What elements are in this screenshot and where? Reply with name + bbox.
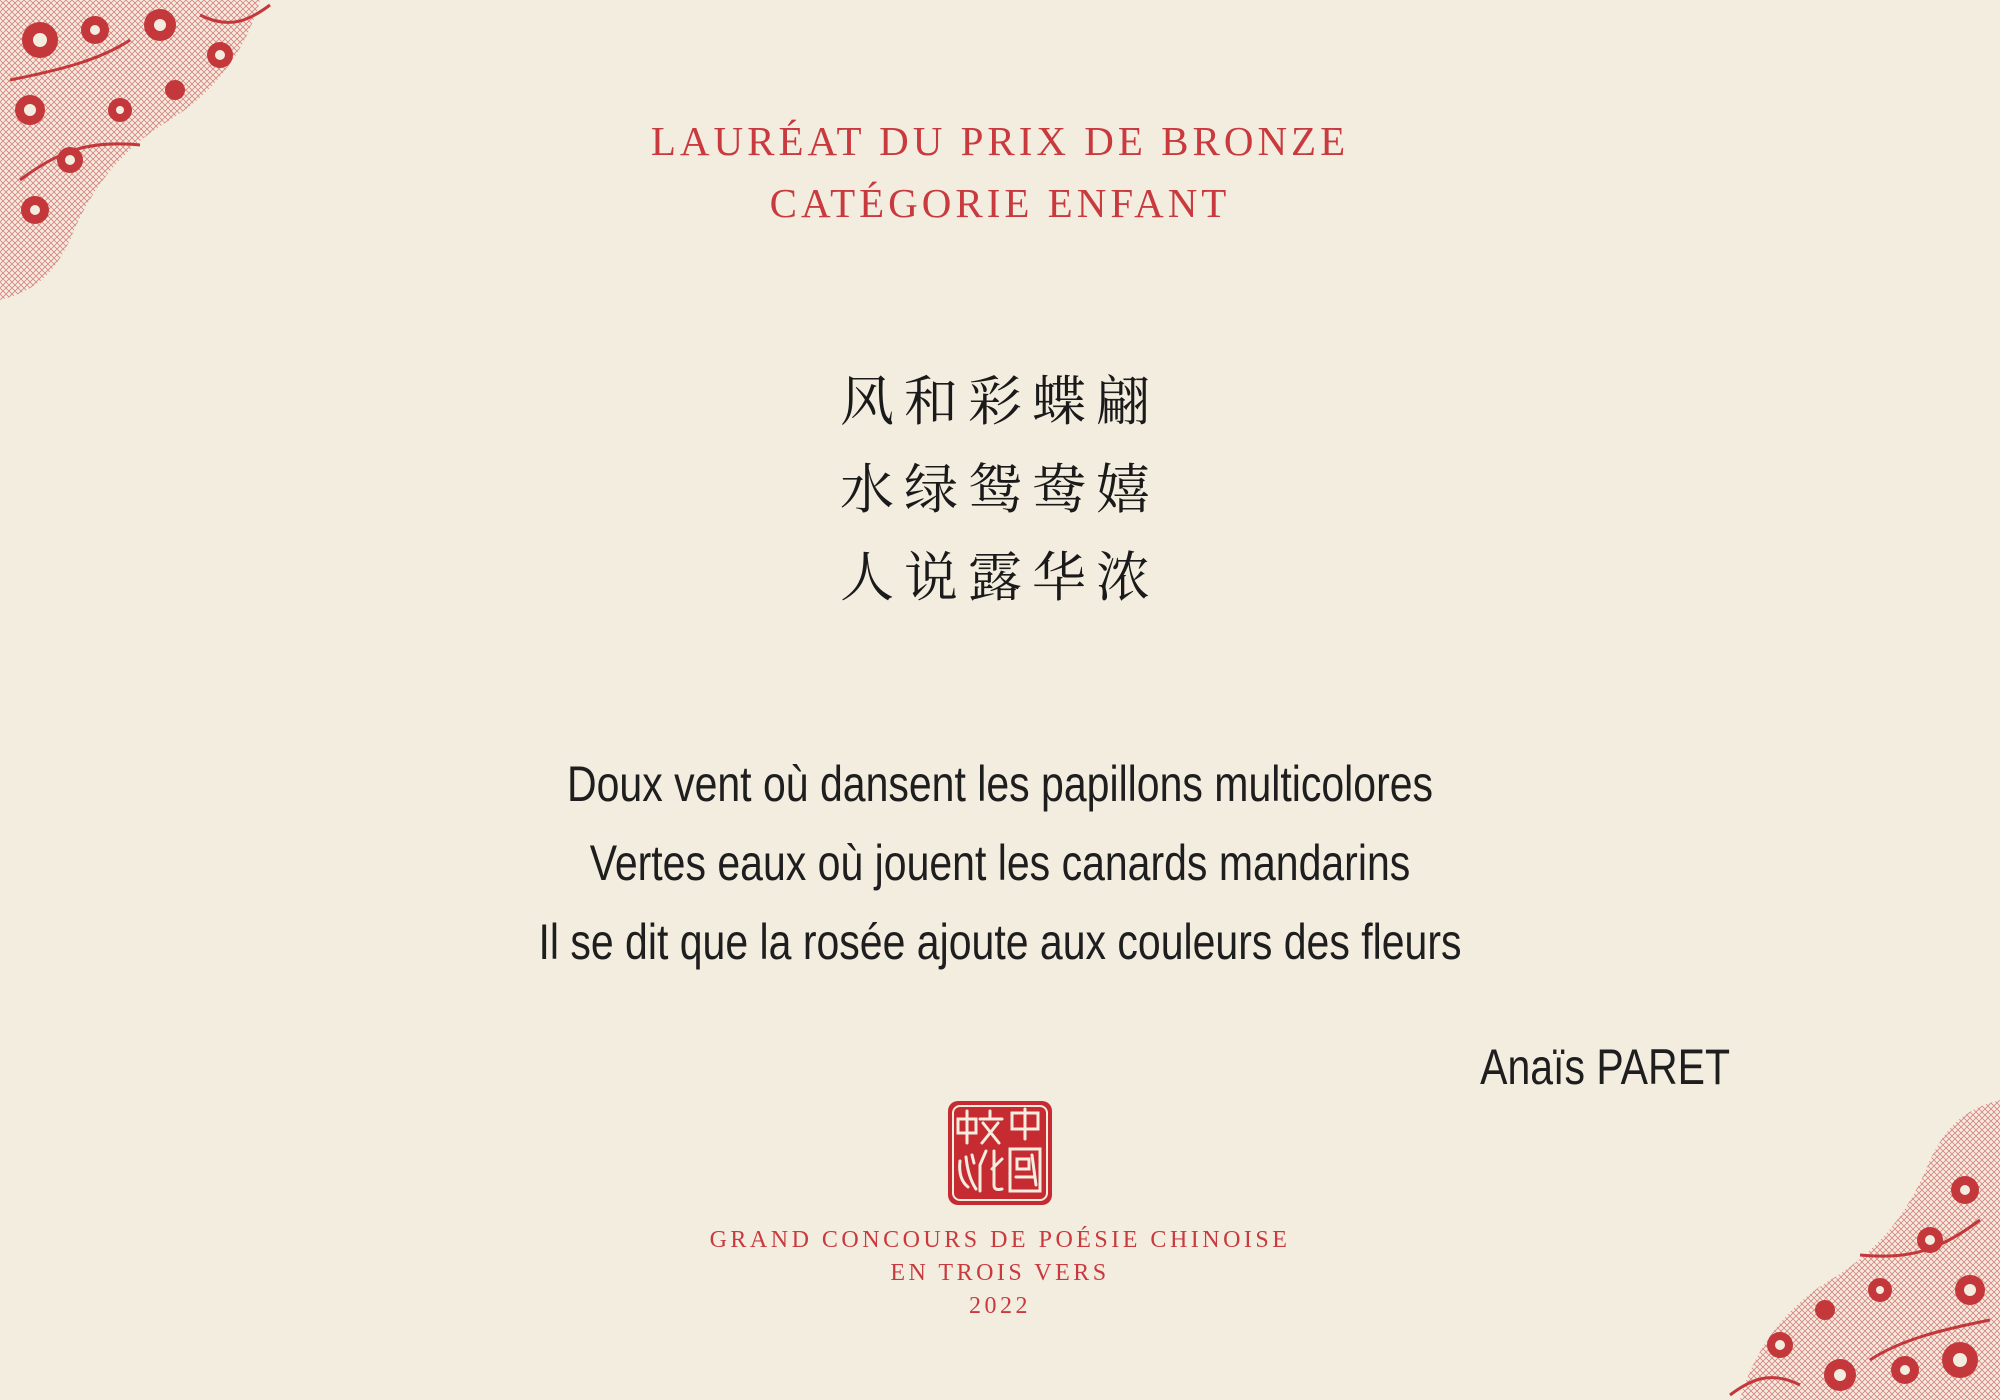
contest-footer [0,1224,2000,1323]
contest-name: GRAND CONCOURS DE POÉSIE CHINOISE [709,1227,1291,1253]
french-poem-line: Vertes eaux où jouent les canards mandarins [589,835,1411,891]
french-translation [180,745,1820,982]
chinese-poem-line: 风和彩蝶翩 [840,370,1160,433]
chinese-poem-line: 人说露华浓 [840,546,1160,609]
award-category: CATÉGORIE ENFANT [769,180,1231,226]
french-poem-line: Doux vent où dansent les papillons multicolores [566,756,1434,812]
award-header [0,110,2000,234]
chinese-seal-stamp-icon [946,1099,1054,1207]
french-poem-line: Il se dit que la rosée ajoute aux couleurs des fleurs [538,914,1462,970]
contest-year: 2022 [969,1293,1031,1319]
award-title: LAURÉAT DU PRIX DE BRONZE [650,118,1350,164]
author-name: Anaïs PARET [1480,1039,1730,1095]
contest-subtitle: EN TROIS VERS [890,1260,1110,1286]
chinese-poem-line: 水绿鸳鸯嬉 [840,458,1160,521]
chinese-poem [0,358,2000,622]
